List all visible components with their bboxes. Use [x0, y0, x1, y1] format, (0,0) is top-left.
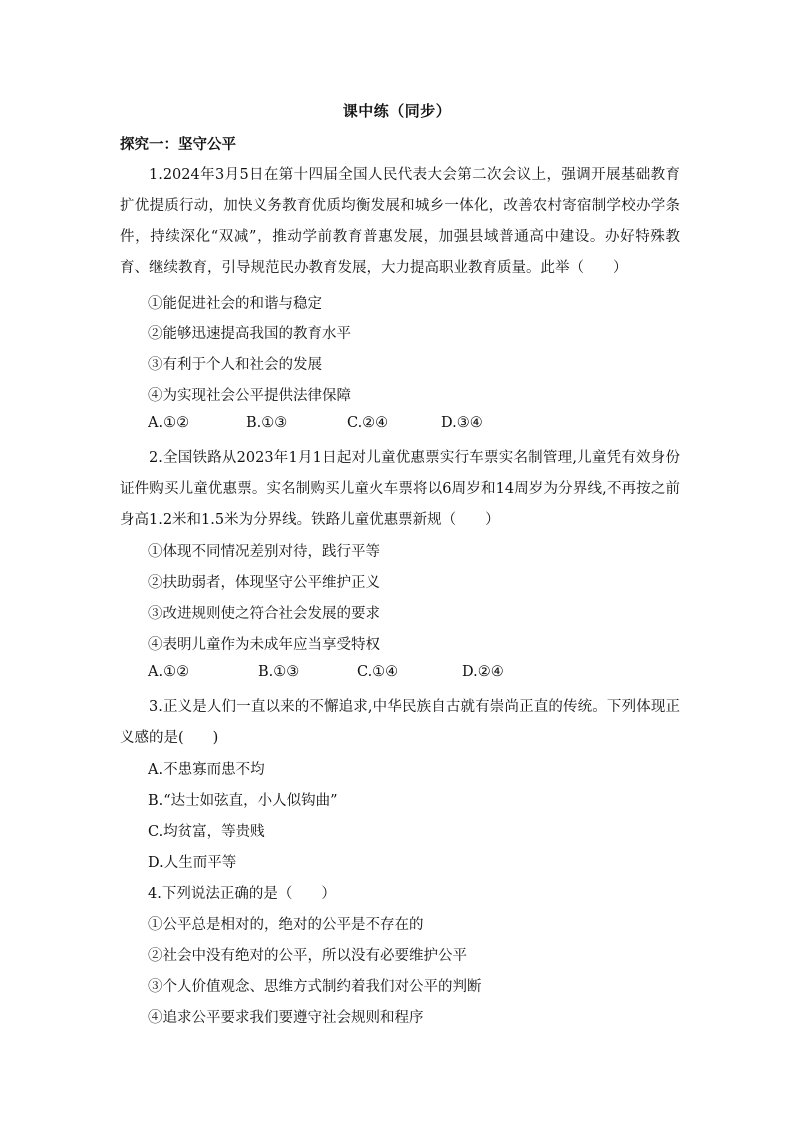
page-title: 课中练（同步） [342, 102, 452, 120]
question-4-statement-1: ①公平总是相对的，绝对的公平是不存在的 [148, 917, 424, 933]
question-1-option-c: C.②④ [347, 415, 389, 431]
question-2-option-d: D.②④ [462, 664, 504, 680]
question-1-stem: 1.2024年3月5日在第十四届全国人民代表大会第二次会议上，强调开展基础教育扩优提质行动，加快义务教育优质均衡发展和城乡一体化，改善农村寄宿制学校办学条件，持续深化“双减”，推动学前教育普惠发展，加强县域普通高中建设。办好特殊教育、继续教育，引导规范民办教育发展，大力提高职业教育质量。此举（ ） [120, 167, 680, 276]
question-2-option-b: B.①③ [258, 664, 300, 680]
question-1-option-a: A.①② [148, 415, 190, 431]
question-1-statement-3: ③有利于个人和社会的发展 [148, 357, 322, 373]
section-heading: 探究一：坚守公平 [120, 136, 236, 153]
question-1-statement-4: ④为实现社会公平提供法律保障 [148, 388, 351, 404]
question-2-statement-3: ③改进规则使之符合社会发展的要求 [148, 606, 380, 622]
question-1-statement-2: ②能够迅速提高我国的教育水平 [148, 326, 351, 342]
question-2-stem: 2.全国铁路从2023年1月1日起对儿童优惠票实行车票实名制管理,儿童凭有效身份证件购买儿童优惠票。实名制购买儿童火车票将以6周岁和14周岁为分界线,不再按之前身高1.2米和1.5米为分界线。铁路儿童优惠票新规（ ） [120, 450, 680, 528]
question-3-option-d: D.人生而平等 [148, 855, 237, 871]
question-1-option-d: D.③④ [441, 415, 483, 431]
question-2-statement-1: ①体现不同情况差别对待，践行平等 [148, 544, 380, 560]
question-4-statement-4: ④追求公平要求我们要遵守社会规则和程序 [148, 1010, 424, 1026]
question-1-option-b: B.①③ [246, 415, 288, 431]
question-3-option-c: C.均贫富，等贵贱 [148, 824, 265, 840]
question-3-stem: 3.正义是人们一直以来的不懈追求,中华民族自古就有崇尚正直的传统。下列体现正义感的是( ) [120, 699, 680, 746]
question-3-option-b: B.“达士如弦直，小人似钩曲” [148, 793, 338, 809]
question-1-statement-1: ①能促进社会的和谐与稳定 [148, 296, 322, 312]
question-2-option-c: C.①④ [357, 664, 399, 680]
question-4-stem: 4.下列说法正确的是（ ） [148, 886, 336, 902]
question-2-option-a: A.①② [148, 664, 190, 680]
question-2-statement-4: ④表明儿童作为未成年应当享受特权 [148, 637, 380, 653]
question-4-statement-2: ②社会中没有绝对的公平，所以没有必要维护公平 [148, 948, 467, 964]
question-4-statement-3: ③个人价值观念、思维方式制约着我们对公平的判断 [148, 979, 482, 995]
question-3-option-a: A.不患寡而患不均 [148, 762, 265, 778]
question-2-statement-2: ②扶助弱者，体现坚守公平维护正义 [148, 575, 380, 591]
